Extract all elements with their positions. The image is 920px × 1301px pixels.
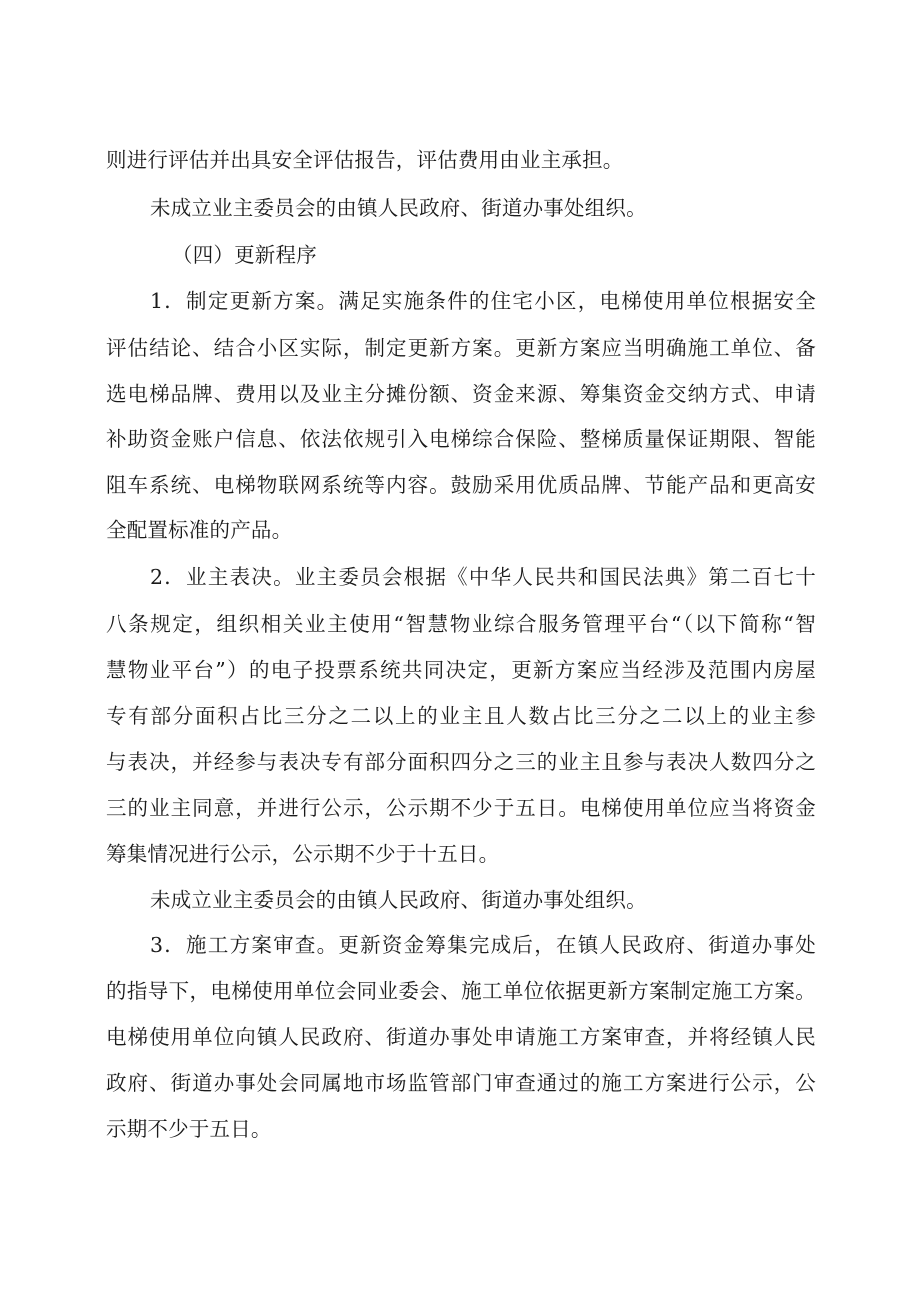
paragraph-line: 专有部分面积占比三分之二以上的业主且人数占比三分之二以上的业主参 [106,704,816,728]
paragraph-line: 1．制定更新方案。满足实施条件的住宅小区，电梯使用单位根据安全 [150,289,816,313]
paragraph-line: 慧物业平台”）的电子投票系统共同决定，更新方案应当经涉及范围内房屋 [106,658,816,682]
paragraph-line: 未成立业主委员会的由镇人民政府、街道办事处组织。 [150,196,647,220]
paragraph-line: 评估结论、结合小区实际，制定更新方案。更新方案应当明确施工单位、备 [106,336,816,360]
paragraph-line: 2．业主表决。业主委员会根据《中华人民共和国民法典》第二百七十 [150,565,816,589]
section-heading: （四）更新程序 [172,243,317,267]
paragraph-line: 三的业主同意，并进行公示，公示期不少于五日。电梯使用单位应当将资金 [106,796,816,820]
paragraph-line: 示期不少于五日。 [106,1117,272,1141]
paragraph-line: 与表决，并经参与表决专有部分面积四分之三的业主且参与表决人数四分之 [106,750,816,774]
paragraph-line: 阻车系统、电梯物联网系统等内容。鼓励采用优质品牌、节能产品和更高安 [106,473,816,497]
paragraph-line: 八条规定，组织相关业主使用“智慧物业综合服务管理平台“（以下简称“智 [106,612,816,636]
paragraph-line: 电梯使用单位向镇人民政府、街道办事处申请施工方案审查，并将经镇人民 [106,1025,816,1049]
paragraph-line: 筹集情况进行公示，公示期不少于十五日。 [106,842,500,866]
paragraph-line: 全配置标准的产品。 [106,518,293,542]
paragraph-line: 则进行评估并出具安全评估报告，评估费用由业主承担。 [106,148,624,172]
paragraph-line: 选电梯品牌、费用以及业主分摊份额、资金来源、筹集资金交纳方式、申请 [106,382,816,406]
paragraph-line: 政府、街道办事处会同属地市场监管部门审查通过的施工方案进行公示，公 [106,1071,816,1095]
paragraph-line: 未成立业主委员会的由镇人民政府、街道办事处组织。 [150,888,647,912]
paragraph-line: 补助资金账户信息、依法依规引入电梯综合保险、整梯质量保证期限、智能 [106,427,816,451]
paragraph-line: 的指导下，电梯使用单位会同业委会、施工单位依据更新方案制定施工方案。 [106,979,816,1003]
paragraph-line: 3．施工方案审查。更新资金筹集完成后，在镇人民政府、街道办事处 [150,933,816,957]
